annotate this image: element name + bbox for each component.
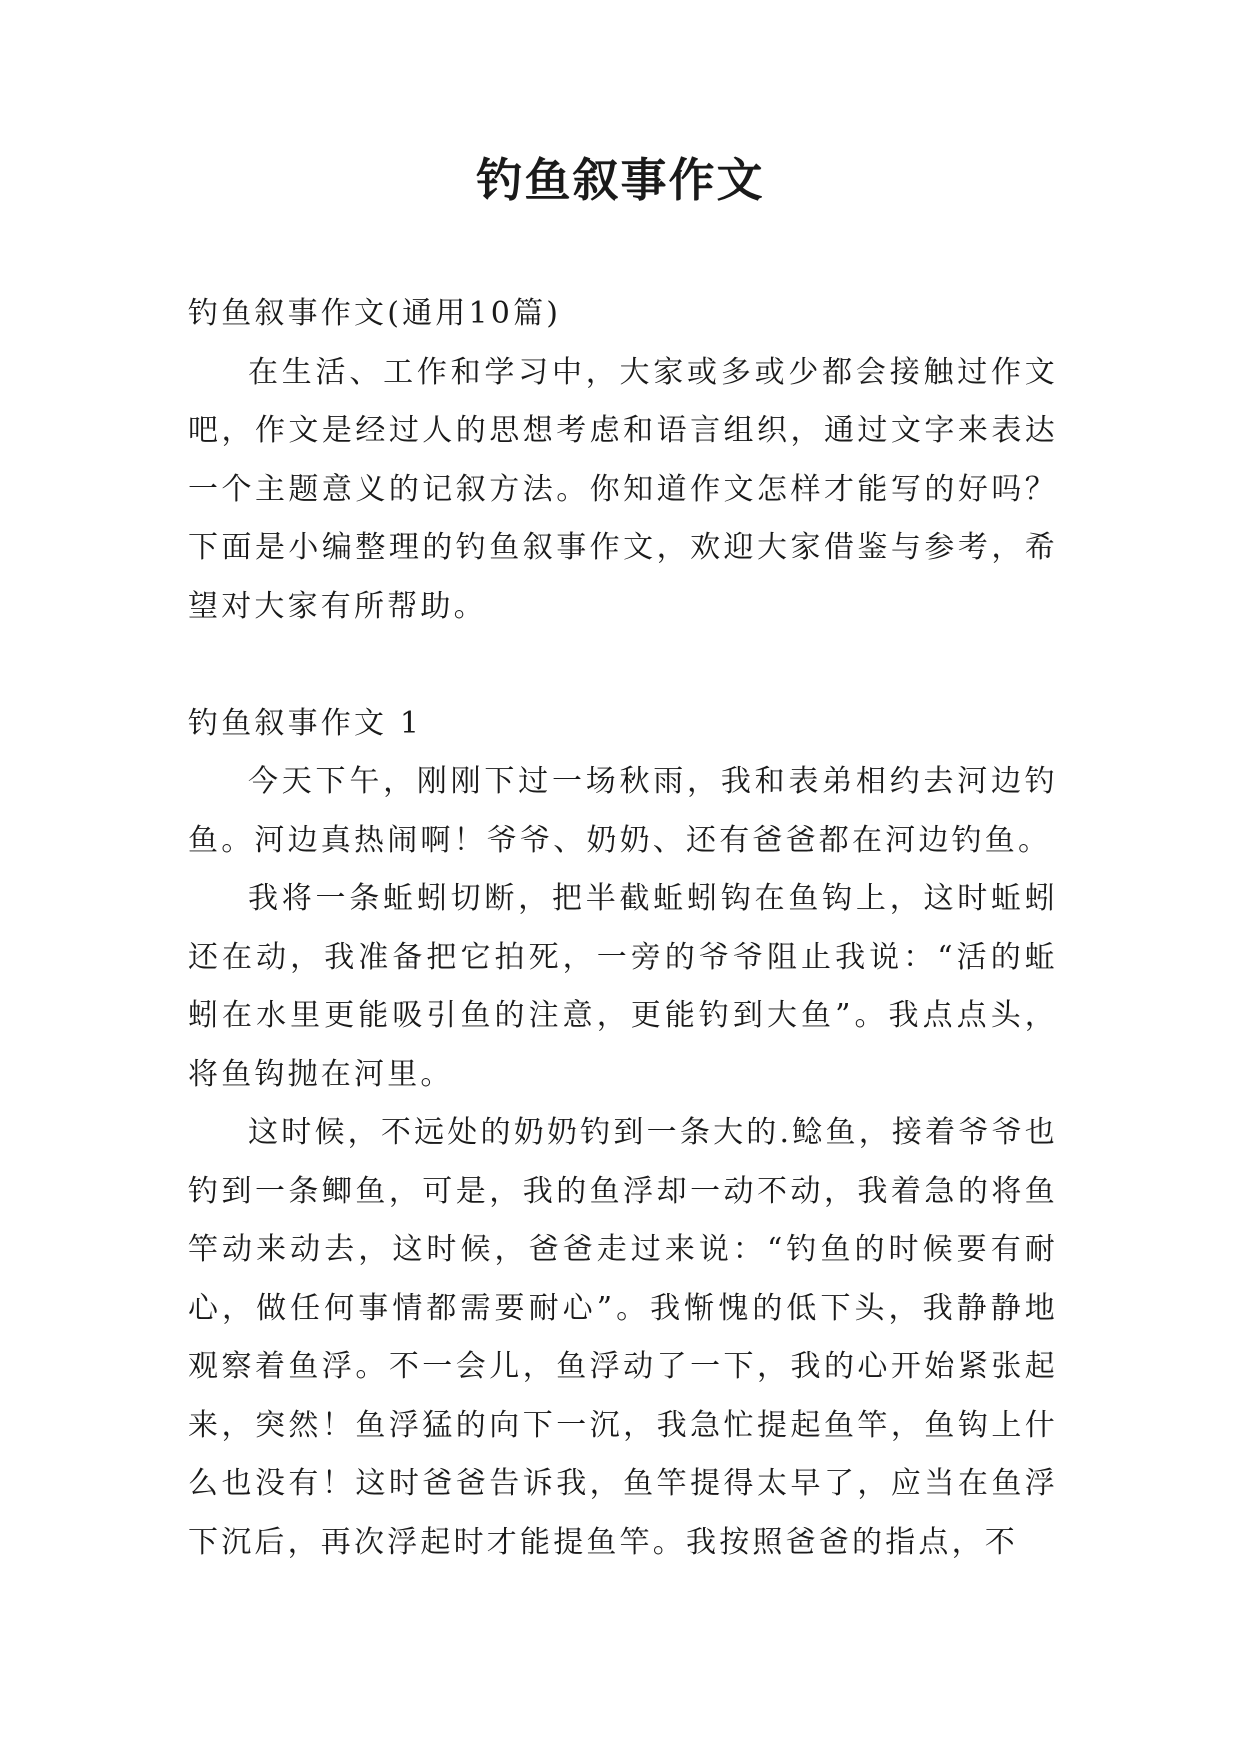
section-spacer [188,636,1058,695]
intro-paragraph: 在生活、工作和学习中，大家或多或少都会接触过作文吧，作文是经过人的思想考虑和语言组织，通过文字来表达一个主题意义的记叙方法。你知道作文怎样才能写的好吗？下面是小编整理的钓鱼叙事作文，欢迎大家借鉴与参考，希望对大家有所帮助。 [188,354,1058,624]
body-paragraph: 今天下午，刚刚下过一场秋雨，我和表弟相约去河边钓鱼。河边真热闹啊！爷爷、奶奶、还有爸爸都在河边钓鱼。 [188,764,1058,858]
body-paragraph: 我将一条蚯蚓切断，把半截蚯蚓钩在鱼钩上，这时蚯蚓还在动，我准备把它拍死，一旁的爷爷阻止我说：“活的蚯蚓在水里更能吸引鱼的注意，更能钓到大鱼”。我点点头，将鱼钩抛在河里。 [188,881,1058,1092]
section-heading: 钓鱼叙事作文 1 [188,705,423,741]
document-body [188,285,1058,1572]
body-paragraph: 这时候，不远处的奶奶钓到一条大的.鲶鱼，接着爷爷也钓到一条鲫鱼，可是，我的鱼浮却一动不动，我着急的将鱼竿动来动去，这时候，爸爸走过来说：“钓鱼的时候要有耐心，做任何事情都需要耐心”。我惭愧的低下头，我静静地观察着鱼浮。不一会儿，鱼浮动了一下，我的心开始紧张起来，突然！鱼浮猛的向下一沉，我急忙提起鱼竿，鱼钩上什么也没有！这时爸爸告诉我，鱼竿提得太早了，应当在鱼浮下沉后，再次浮起时才能提鱼竿。我按照爸爸的指点，不 [188,1115,1058,1560]
document-subtitle: 钓鱼叙事作文(通用10篇) [188,296,562,331]
document-title: 钓鱼叙事作文 [476,153,765,207]
